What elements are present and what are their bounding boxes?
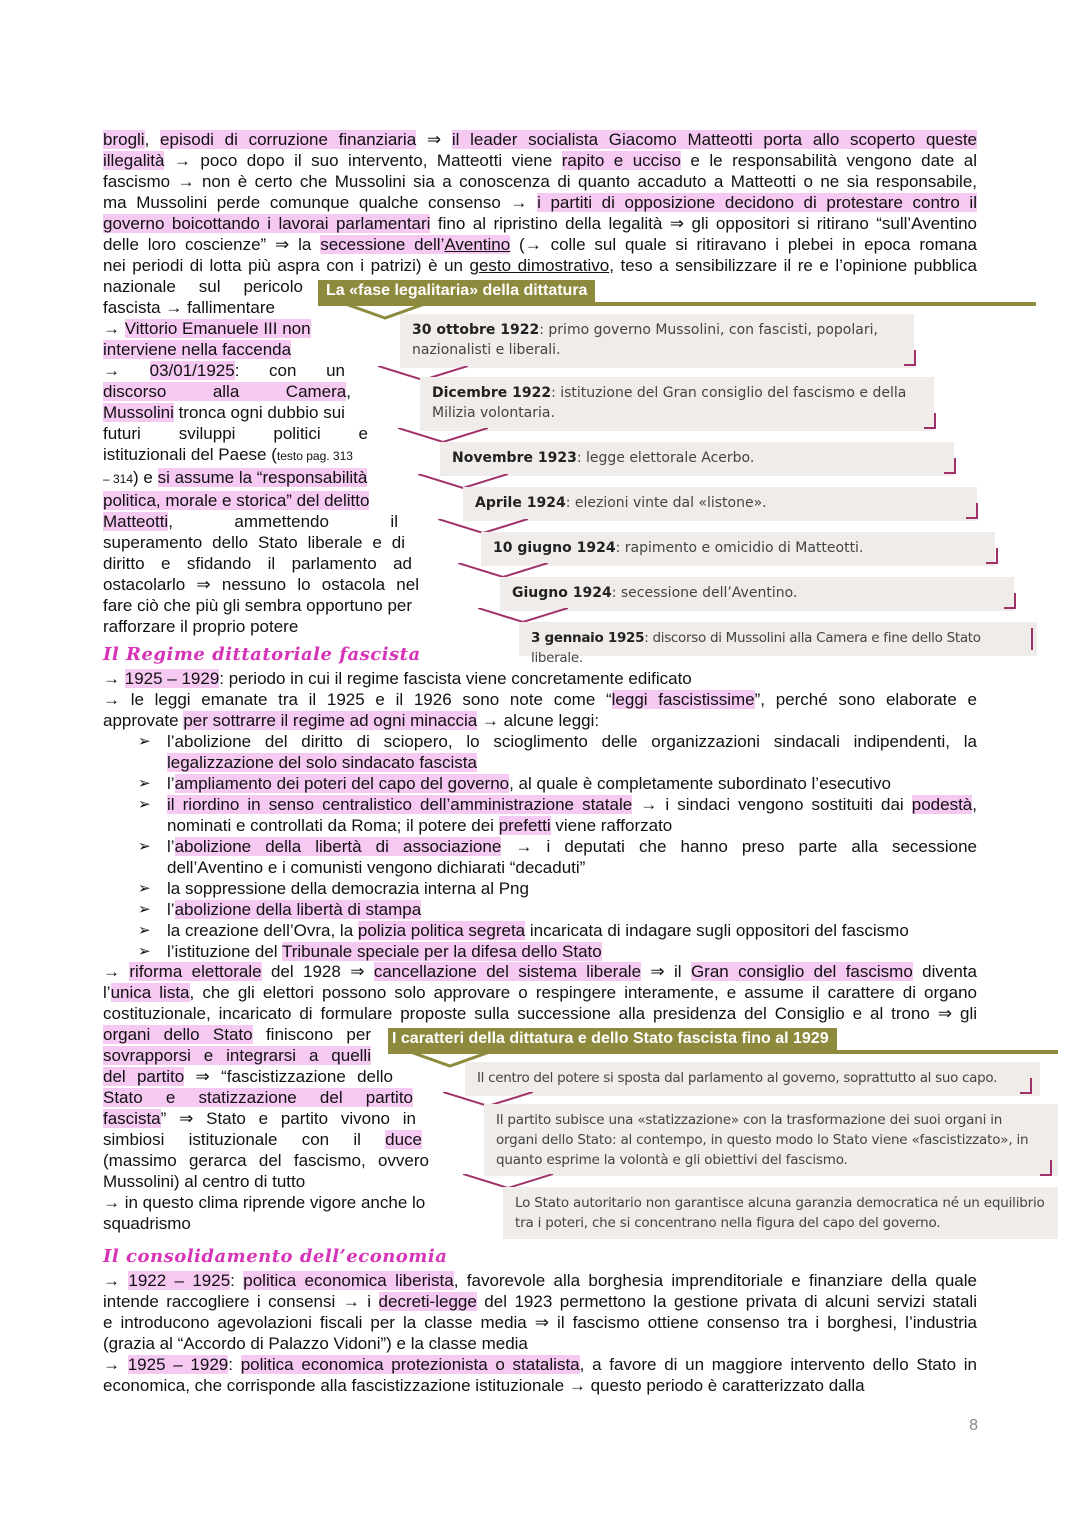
timeline-date: Giugno 1924 xyxy=(512,585,612,601)
text-line: sovrapporsi e integrarsi a quelli xyxy=(103,1046,371,1065)
timeline-card xyxy=(500,577,1014,611)
list-item xyxy=(138,794,977,836)
paragraph-riforma-elettorale xyxy=(103,961,977,1024)
bullet-arrow-icon: ➢ xyxy=(138,922,151,939)
text-line: intende raccogliere i consensi → i decreti-legge del 1923 permettono la gestione privata di alcuni servizi statali xyxy=(103,1292,977,1311)
bullet-arrow-icon: ➢ xyxy=(138,733,151,750)
timeline-date: Novembre 1923 xyxy=(452,450,577,466)
text-line: → 1925 – 1929: periodo in cui il regime fascista viene concretamente edificato xyxy=(103,669,692,688)
timeline-text: : secessione dell’Aventino. xyxy=(611,585,798,601)
bullet-arrow-icon: ➢ xyxy=(138,775,151,792)
text-line: interviene nella faccenda xyxy=(103,340,292,359)
bullet-arrow-icon: ➢ xyxy=(138,838,151,855)
text-line: (massimo gerarca del fascismo, ovvero xyxy=(103,1151,429,1170)
text-line: (grazia al “Accordo di Palazzo Vidoni”) e la classe media xyxy=(103,1334,528,1353)
text-line: organi dello Stato finiscono per xyxy=(103,1025,371,1044)
list-item xyxy=(138,899,977,920)
feature-card xyxy=(503,1187,1058,1239)
feature-card xyxy=(465,1062,1040,1096)
corner-icon xyxy=(1031,628,1033,650)
text-line: delle loro coscienze” ⇒ la secessione dell’Aventino (→ colle sul quale si ritiravano i plebei in epoca romana xyxy=(103,235,977,254)
timeline-card xyxy=(519,622,1037,666)
timeline-card xyxy=(481,532,995,566)
text-line: squadrismo xyxy=(103,1214,191,1233)
text-line: ostacolarlo ⇒ nessuno lo ostacola nel xyxy=(103,575,419,594)
text-line: nominati e controllati da Roma; il potere dei prefetti viene rafforzato xyxy=(167,816,673,835)
text-line: → in questo clima riprende vigore anche lo xyxy=(103,1193,426,1212)
timeline-text: : legge elettorale Acerbo. xyxy=(576,450,755,466)
section-heading-regime: Il Regime dittatoriale fascista xyxy=(103,644,421,665)
text-line: approvate per sottrarre il regime ad ogni minaccia → alcune leggi: xyxy=(103,711,600,730)
text-line: l’unica lista, che gli elettori possono solo approvare o respingere interamente, e assume il carattere di organo xyxy=(103,983,977,1002)
text-line: la creazione dell’Ovra, la polizia politica segreta incaricata di indagare sugli oppositori del fascismo xyxy=(167,921,909,940)
timeline-date: 10 giugno 1924 xyxy=(493,540,616,556)
text-line: diritto e sfidando il parlamento ad xyxy=(103,554,412,573)
timeline-text: : primo governo Mussolini, con fascisti, popolari, nazionalisti e liberali. xyxy=(412,322,878,358)
paragraph-intro xyxy=(103,129,977,276)
text-line: la soppressione della democrazia interna al Png xyxy=(167,879,529,898)
timeline-card xyxy=(463,487,977,521)
text-line: costituzionale, incaricato di formulare proposte sulla successione alla presidenza del Consiglio e al trono ⇒ gli xyxy=(103,1004,977,1023)
text-line: del partito ⇒ “fascistizzazione dello xyxy=(103,1067,393,1086)
corner-icon xyxy=(904,350,916,366)
feature-text: Lo Stato autoritario non garantisce alcuna garanzia democratica né un equilibrio tra i poteri, che si concentrano nella figura del capo del governo. xyxy=(515,1195,1045,1231)
text-line: dell’Aventino e i comunisti vengono dichiarati “decaduti” xyxy=(167,858,586,877)
text-line: fascismo → non è certo che Mussolini sia a conoscenza di quanto accaduto a Matteotti o ne sia responsabile, xyxy=(103,172,977,191)
text-line: futuri sviluppi politici e xyxy=(103,424,368,443)
corner-icon xyxy=(924,413,936,429)
text-line: l’abolizione del diritto di sciopero, lo scioglimento delle organizzazioni sindacali indipendenti, la xyxy=(167,732,977,751)
text-line: illegalità → poco dopo il suo intervento, Matteotti viene rapito e ucciso e le responsabilità vengono date al xyxy=(103,151,977,170)
text-line: legalizzazione del solo sindacato fascista xyxy=(167,753,477,772)
text-line: ma Mussolini perde comunque qualche consenso → i partiti di opposizione decidono di protestare contro il xyxy=(103,193,977,212)
text-line: – 314) e si assume la “responsabilità xyxy=(103,468,368,487)
text-line: fascista → fallimentare xyxy=(103,298,275,317)
feature-text: Il partito subisce una «statizzazione» con la trasformazione dei suoi organi in organi dello Stato: al contempo, in questo modo lo Stato viene «fascistizzato», in quanto esprime la volontà e gli obiettivi del fascismo. xyxy=(496,1112,1029,1168)
timeline-text: : rapimento e omicidio di Matteotti. xyxy=(615,540,864,556)
text-line: Mussolini tronca ogni dubbio sui xyxy=(103,403,345,422)
feature-text: Il centro del potere si sposta dal parlamento al governo, soprattutto al suo capo. xyxy=(477,1070,998,1086)
timeline-card xyxy=(440,442,954,476)
text-line: e introducono agevolazioni fiscali per la classe media ⇒ il fascismo ottiene consenso tra i borghesi, l’industria xyxy=(103,1313,977,1332)
list-item xyxy=(138,941,977,962)
page-number: 8 xyxy=(969,1417,978,1434)
list-item xyxy=(138,731,977,773)
text-line: → le leggi emanate tra il 1925 e il 1926 sono note come “leggi fascistissime”, perché sono elaborate e xyxy=(103,690,977,709)
timeline-card xyxy=(400,314,914,368)
corner-icon xyxy=(986,548,998,564)
text-line: l’abolizione della libertà di associazione → i deputati che hanno preso parte alla secessione xyxy=(167,837,978,856)
bullet-arrow-icon: ➢ xyxy=(138,880,151,897)
text-line: simbiosi istituzionale con il duce xyxy=(103,1130,422,1149)
text-line: → 1925 – 1929: politica economica protezionista o statalista, a favore di un maggiore intervento dello Stato in xyxy=(103,1355,977,1374)
box-title-fase-legalitaria: La «fase legalitaria» della dittatura xyxy=(318,280,595,302)
bullet-arrow-icon: ➢ xyxy=(138,943,151,960)
text-line: l’ampliamento dei poteri del capo del governo, al quale è completamente subordinato l’esecutivo xyxy=(167,774,891,793)
text-line: brogli, episodi di corruzione finanziaria ⇒ il leader socialista Giacomo Matteotti porta allo scoperto queste xyxy=(103,130,978,149)
text-line: l’abolizione della libertà di stampa xyxy=(167,900,422,919)
text-line: Matteotti, ammettendo il xyxy=(103,512,398,531)
timeline-text: : istituzione del Gran consiglio del fascismo e della Milizia volontaria. xyxy=(432,385,907,421)
text-line: rafforzare il proprio potere xyxy=(103,617,299,636)
timeline-text: : elezioni vinte dal «listone». xyxy=(565,495,767,511)
section-heading-economia: Il consolidamento dell’economia xyxy=(103,1246,448,1267)
list-item xyxy=(138,920,977,941)
corner-icon xyxy=(966,503,978,519)
left-column-aventino xyxy=(103,276,429,637)
corner-icon xyxy=(1004,593,1016,609)
paragraph-leggi-fascistissime xyxy=(103,668,977,731)
list-item xyxy=(138,878,977,899)
corner-icon xyxy=(944,458,956,474)
text-line: nei periodi di lotta più aspra con i patrizi) è un gesto dimostrativo, teso a sensibilizzare il re e l’opinione pubblica xyxy=(103,256,977,275)
timeline-date: Aprile 1924 xyxy=(475,495,566,511)
text-line: fascista” ⇒ Stato e partito vivono in xyxy=(103,1109,416,1128)
left-column-fascistizzazione xyxy=(103,1024,449,1234)
timeline-card xyxy=(420,377,934,431)
text-line: → 1922 – 1925: politica economica liberista, favorevole alla borghesia imprenditoriale e finanziare della quale xyxy=(103,1271,977,1290)
text-line: istituzionali del Paese (testo pag. 313 xyxy=(103,445,353,464)
text-line: superamento dello Stato liberale e di xyxy=(103,533,405,552)
text-line: → riforma elettorale del 1928 ⇒ cancellazione del sistema liberale ⇒ il Gran consiglio del fascismo diventa xyxy=(103,962,977,981)
list-item xyxy=(138,836,977,878)
timeline-date: 3 gennaio 1925 xyxy=(531,630,645,646)
timeline-date: Dicembre 1922 xyxy=(432,385,552,401)
text-line: il riordino in senso centralistico dell’amministrazione statale → i sindaci vengono sostituiti dai podestà, xyxy=(167,795,977,814)
text-line: l’istituzione del Tribunale speciale per la difesa dello Stato xyxy=(167,942,602,961)
corner-icon xyxy=(1040,1160,1052,1176)
text-line: → 03/01/1925: con un xyxy=(103,361,345,380)
text-line: discorso alla Camera, xyxy=(103,382,351,401)
text-line: fare ciò che più gli sembra opportuno per xyxy=(103,596,413,615)
bullet-arrow-icon: ➢ xyxy=(138,901,151,918)
timeline-date: 30 ottobre 1922 xyxy=(412,322,540,338)
timeline-text: : discorso di Mussolini alla Camera e fine dello Stato liberale. xyxy=(531,630,981,666)
list-item xyxy=(138,773,977,794)
bullet-list xyxy=(138,731,977,962)
corner-icon xyxy=(1020,1078,1032,1094)
text-line: governo boicottando i lavorai parlamentari fino al ripristino della legalità ⇒ gli oppositori si ritirano “sull’Aventino xyxy=(103,214,978,233)
text-line: economica, che corrisponde alla fascistizzazione istituzionale → questo periodo è caratterizzato dalla xyxy=(103,1376,865,1395)
text-line: Stato e statizzazione del partito xyxy=(103,1088,413,1107)
text-line: politica, morale e storica” del delitto xyxy=(103,491,370,510)
text-line: nazionale sul pericolo xyxy=(103,277,303,296)
text-line: Mussolini) al centro di tutto xyxy=(103,1172,306,1191)
bullet-arrow-icon: ➢ xyxy=(138,796,151,813)
text-line: → Vittorio Emanuele III non xyxy=(103,319,311,338)
box-title-caratteri: I caratteri della dittatura e dello Stato fascista fino al 1929 xyxy=(388,1028,837,1050)
feature-card xyxy=(484,1104,1058,1176)
paragraph-economia xyxy=(103,1270,977,1396)
